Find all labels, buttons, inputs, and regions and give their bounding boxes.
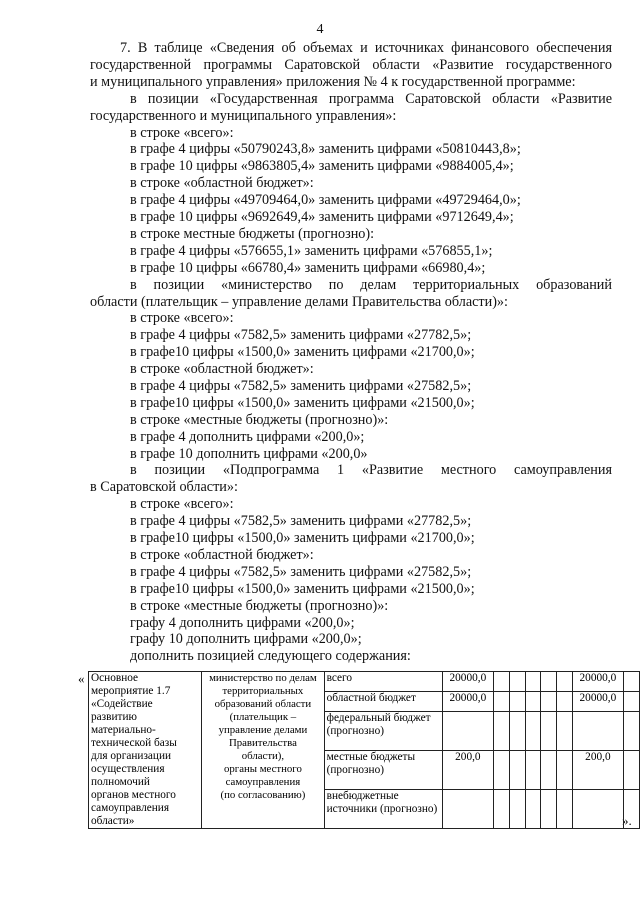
paragraph-line: в строке «всего»: <box>130 125 234 141</box>
year-cell <box>624 790 640 829</box>
total-cell: 200,0 <box>442 751 494 790</box>
year-cell <box>494 692 510 712</box>
paragraph-line: в строке «местные бюджеты (прогнозно)»: <box>130 412 389 428</box>
measure-name-line: самоуправления <box>91 802 170 814</box>
column-10-cell: 200,0 <box>572 751 624 790</box>
year-cell <box>624 751 640 790</box>
year-cell <box>556 790 572 829</box>
year-cell <box>494 712 510 751</box>
source-cell: федеральный бюджет (прогнозно) <box>324 712 442 751</box>
total-cell <box>442 790 494 829</box>
executor-line: образований области <box>214 698 312 710</box>
source-cell: местные бюджеты (прогнозно) <box>324 751 442 790</box>
total-cell: 20000,0 <box>442 692 494 712</box>
paragraph-line: в графе 4 цифры «7582,5» заменить цифрами «27582,5»; <box>130 564 472 580</box>
source-cell: всего <box>324 672 442 692</box>
measure-name-line: «Содействие <box>91 698 153 710</box>
paragraph-line: в графе 10 цифры «9692649,4» заменить цифрами «9712649,4»; <box>130 209 514 225</box>
paragraph-line: графу 10 дополнить цифрами «200,0»; <box>130 631 362 647</box>
paragraph-line: в строке «местные бюджеты (прогнозно)»: <box>130 598 389 614</box>
executor-line: (плательщик – <box>229 711 297 723</box>
paragraph-line: в графе 10 цифры «9863805,4» заменить цифрами «9884005,4»; <box>130 158 514 174</box>
measure-name-line: области» <box>91 815 135 827</box>
paragraph-line: в графе 4 цифры «576655,1» заменить цифрами «576855,1»; <box>130 243 493 259</box>
paragraph-line: области (плательщик – управление делами Правительства области)»: <box>90 294 508 310</box>
paragraph-line: в строке «областной бюджет»: <box>130 547 314 563</box>
paragraph-line: в Саратовской области»: <box>90 479 238 495</box>
year-cell <box>509 790 525 829</box>
executor-line: (по согласованию) <box>220 789 306 801</box>
paragraph-line: в графе10 цифры «1500,0» заменить цифрами «21500,0»; <box>130 581 475 597</box>
year-cell <box>525 712 541 751</box>
year-cell <box>541 672 557 692</box>
year-cell <box>509 672 525 692</box>
measure-name-line: мероприятие 1.7 <box>91 685 171 697</box>
year-cell <box>525 672 541 692</box>
paragraph-line: в графе 4 цифры «49709464,0» заменить цифрами «49729464,0»; <box>130 192 521 208</box>
year-cell <box>624 672 640 692</box>
year-cell <box>494 672 510 692</box>
year-cell <box>624 712 640 751</box>
paragraph-line: в графе10 цифры «1500,0» заменить цифрами «21500,0»; <box>130 395 475 411</box>
year-cell <box>556 712 572 751</box>
paragraph-line: в графе 10 дополнить цифрами «200,0» <box>130 446 368 462</box>
column-10-cell: 20000,0 <box>572 672 624 692</box>
total-cell: 20000,0 <box>442 672 494 692</box>
paragraph-line: в графе10 цифры «1500,0» заменить цифрами «21700,0»; <box>130 344 475 360</box>
paragraph-line: в позиции «Государственная программа Саратовской области «Развитие <box>130 91 612 107</box>
paragraph-line: дополнить позицией следующего содержания: <box>130 648 411 664</box>
paragraph-line: в графе 4 цифры «7582,5» заменить цифрами «27582,5»; <box>130 378 472 394</box>
source-cell: внебюджетные источники (прогнозно) <box>324 790 442 829</box>
paragraph-line: в строке «всего»: <box>130 310 234 326</box>
year-cell <box>541 751 557 790</box>
executor-line: Правительства <box>228 737 297 749</box>
page-number: 4 <box>316 22 324 37</box>
paragraph-line: в графе 4 дополнить цифрами «200,0»; <box>130 429 365 445</box>
year-cell <box>509 712 525 751</box>
financing-table <box>88 671 640 829</box>
column-10-cell <box>572 790 624 829</box>
paragraph-line: в позиции «министерство по делам территориальных образований <box>130 277 612 293</box>
executor-line: министерство по делам <box>209 672 317 684</box>
executor-line: управление делами <box>218 724 308 736</box>
year-cell <box>556 672 572 692</box>
paragraph-line: в строке местные бюджеты (прогнозно): <box>130 226 375 242</box>
paragraph-line: в строке «областной бюджет»: <box>130 361 314 377</box>
year-cell <box>624 692 640 712</box>
paragraph-line: 7. В таблице «Сведения об объемах и источниках финансового обеспечения <box>120 40 612 56</box>
paragraph-line: в графе10 цифры «1500,0» заменить цифрами «21700,0»; <box>130 530 475 546</box>
paragraph-line: в графе 4 цифры «50790243,8» заменить цифрами «50810443,8»; <box>130 141 521 157</box>
year-cell <box>541 712 557 751</box>
measure-name-line: для организации <box>91 750 172 762</box>
paragraph-line: в графе 4 цифры «7582,5» заменить цифрами «27782,5»; <box>130 327 472 343</box>
paragraph-line: в строке «областной бюджет»: <box>130 175 314 191</box>
paragraph-line: государственной программы Саратовской области «Развитие государственного <box>90 57 612 73</box>
year-cell <box>525 751 541 790</box>
table-row <box>89 672 640 692</box>
table-close-quote: ». <box>622 813 632 828</box>
measure-name-line: Основное <box>91 672 139 684</box>
paragraph-line: и муниципального управления» приложения № 4 к государственной программе: <box>90 74 576 90</box>
measure-name-line: материально- <box>91 724 156 736</box>
year-cell <box>494 751 510 790</box>
executor-line: территориальных <box>222 685 304 697</box>
year-cell <box>509 751 525 790</box>
source-cell: областной бюджет <box>324 692 442 712</box>
paragraph-line: в графе 4 цифры «7582,5» заменить цифрами «27782,5»; <box>130 513 472 529</box>
year-cell <box>525 692 541 712</box>
paragraph-line: в графе 10 цифры «66780,4» заменить цифрами «66980,4»; <box>130 260 486 276</box>
year-cell <box>509 692 525 712</box>
measure-name-line: развитию <box>91 711 137 723</box>
column-10-cell <box>572 712 624 751</box>
paragraph-line: графу 4 дополнить цифрами «200,0»; <box>130 615 355 631</box>
measure-name-line: органов местного <box>91 789 176 801</box>
year-cell <box>541 692 557 712</box>
paragraph-line: государственного и муниципального управления»: <box>90 108 397 124</box>
year-cell <box>541 790 557 829</box>
year-cell <box>556 692 572 712</box>
executor-cell <box>202 672 324 829</box>
measure-name-line: осуществления <box>91 763 165 775</box>
measure-name-line: технической базы <box>91 737 177 749</box>
executor-line: области), <box>241 750 285 762</box>
measure-name-line: полномочий <box>91 776 150 788</box>
total-cell <box>442 712 494 751</box>
year-cell <box>525 790 541 829</box>
year-cell <box>556 751 572 790</box>
table-open-quote: « <box>78 671 85 686</box>
executor-line: органы местного <box>223 763 302 775</box>
paragraph-line: в позиции «Подпрограмма 1 «Развитие местного самоуправления <box>130 462 612 478</box>
paragraph-line: в строке «всего»: <box>130 496 234 512</box>
column-10-cell: 20000,0 <box>572 692 624 712</box>
executor-line: самоуправления <box>225 776 301 788</box>
measure-name-cell <box>89 672 202 829</box>
year-cell <box>494 790 510 829</box>
